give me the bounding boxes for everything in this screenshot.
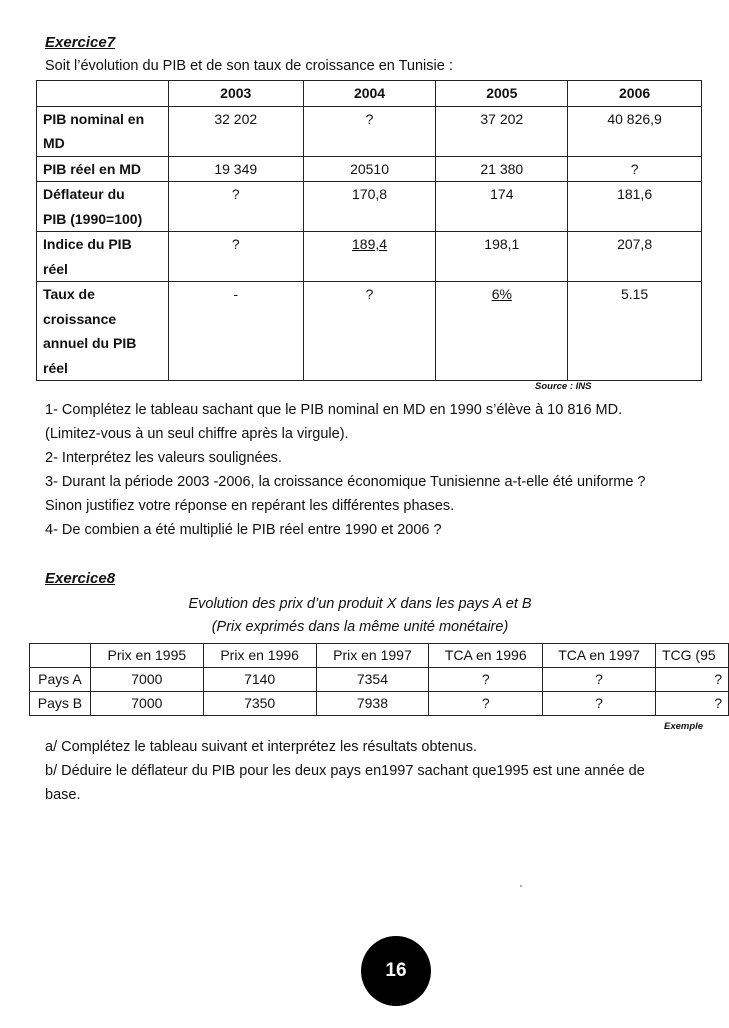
price-table-header: Prix en 1995 [90,644,203,668]
exercise-7-title: Exercice7 [45,34,116,51]
source-note: Source : INS [535,381,592,392]
table-cell: - [168,282,303,381]
table-cell: 170,8 [303,182,436,232]
question-line: 4- De combien a été multiplié le PIB réel entre 1990 et 2006 ? [45,522,442,538]
row-label-line: croissance [43,310,117,327]
row-label-line: annuel du PIB [43,335,137,351]
exercise-8-caption: Evolution des prix d’un produit X dans les pays A et B [188,596,532,612]
scan-speck [520,885,522,887]
table-cell: ? [168,182,303,232]
table-cell: ? [168,232,303,282]
table-cell: 32 202 [168,106,303,156]
row-label-pib-reel [37,156,169,182]
table-cell: 19 349 [168,156,303,182]
table-cell: 7140 [203,668,316,692]
row-label-line: PIB réel en MD [43,160,142,177]
question-line: b/ Déduire le déflateur du PIB pour les deux pays en1997 sachant que1995 est une année de [45,763,645,779]
question-line: Sinon justifiez votre réponse en repérant les différentes phases. [45,498,455,514]
gdp-table [36,80,702,381]
table-row [37,282,702,381]
table-cell: 40 826,9 [568,106,702,156]
table-row [30,668,729,692]
question-line: a/ Complétez le tableau suivant et interprétez les résultats obtenus. [45,739,478,755]
table-cell: 7938 [316,692,429,716]
row-label-line: réel [43,359,68,376]
gdp-table-header-2004: 2004 [303,81,436,107]
table-row [37,106,702,156]
price-table [29,643,729,716]
page-number-badge [361,936,431,1006]
table-cell: 7000 [90,692,203,716]
question-line: base. [45,787,81,803]
table-cell: ? [543,668,656,692]
exercise-8-questions [45,735,645,807]
price-table-header: TCA en 1997 [543,644,656,668]
exercise-7-questions [45,398,646,542]
table-cell: ? [568,156,702,182]
table-cell: 7000 [90,668,203,692]
example-note: Exemple [664,721,704,732]
question-line: 2- Interprétez les valeurs soulignées. [45,450,282,466]
row-label-taux [37,282,169,381]
question-line: (Limitez-vous à un seul chiffre après la virgule). [45,426,349,442]
price-table-header: TCG (95 [655,644,728,668]
table-cell: 198,1 [436,232,568,282]
price-table-header-row [30,644,729,668]
table-row [37,156,702,182]
row-label-line: Déflateur du [43,186,125,202]
table-cell: 21 380 [436,156,568,182]
table-cell: 7350 [203,692,316,716]
question-line: 3- Durant la période 2003 -2006, la croissance économique Tunisienne a-t-elle été uniforme ? [45,474,646,490]
table-row [30,692,729,716]
underlined-value: 189,4 [352,236,388,252]
price-table-corner [30,644,91,668]
table-cell: ? [655,668,728,692]
table-cell: ? [303,106,436,156]
exercise-8-subcaption: (Prix exprimés dans la même unité monétaire) [211,619,509,635]
table-row [37,182,702,232]
table-cell: 5.15 [568,282,702,381]
table-cell: Pays B [30,692,91,716]
table-cell [303,232,436,282]
table-cell: 7354 [316,668,429,692]
question-line: 1- Complétez le tableau sachant que le PIB nominal en MD en 1990 s’élève à 10 816 MD. [45,402,623,418]
row-label-line: réel [43,260,68,277]
gdp-table-header-row [37,81,702,107]
row-label-line: PIB (1990=100) [43,210,143,227]
row-label-line: MD [43,135,65,151]
gdp-table-header-2005: 2005 [436,81,568,107]
row-label-line: PIB nominal en [43,110,145,127]
table-cell: 37 202 [436,106,568,156]
table-cell: Pays A [30,668,91,692]
row-label-line: Indice du PIB [43,236,132,252]
table-cell: ? [655,692,728,716]
row-label-indice [37,232,169,282]
table-cell: ? [429,668,543,692]
gdp-table-header-2003: 2003 [168,81,303,107]
gdp-table-header-2006: 2006 [568,81,702,107]
row-label-line: Taux de [43,286,95,302]
price-table-header: Prix en 1997 [316,644,429,668]
table-cell [436,282,568,381]
page-number: 16 [385,960,407,981]
row-label-pib-nominal [37,106,169,156]
exercise-8-title: Exercice8 [45,570,116,587]
price-table-header: TCA en 1996 [429,644,543,668]
table-cell: 174 [436,182,568,232]
table-cell: ? [303,282,436,381]
table-cell: 20510 [303,156,436,182]
table-row [37,232,702,282]
gdp-table-corner [37,81,169,107]
price-table-header: Prix en 1996 [203,644,316,668]
table-cell: 207,8 [568,232,702,282]
table-cell: ? [543,692,656,716]
exercise-7-intro: Soit l’évolution du PIB et de son taux de croissance en Tunisie : [45,58,453,74]
row-label-deflateur [37,182,169,232]
table-cell: ? [429,692,543,716]
underlined-value: 6% [491,286,512,302]
table-cell: 181,6 [568,182,702,232]
